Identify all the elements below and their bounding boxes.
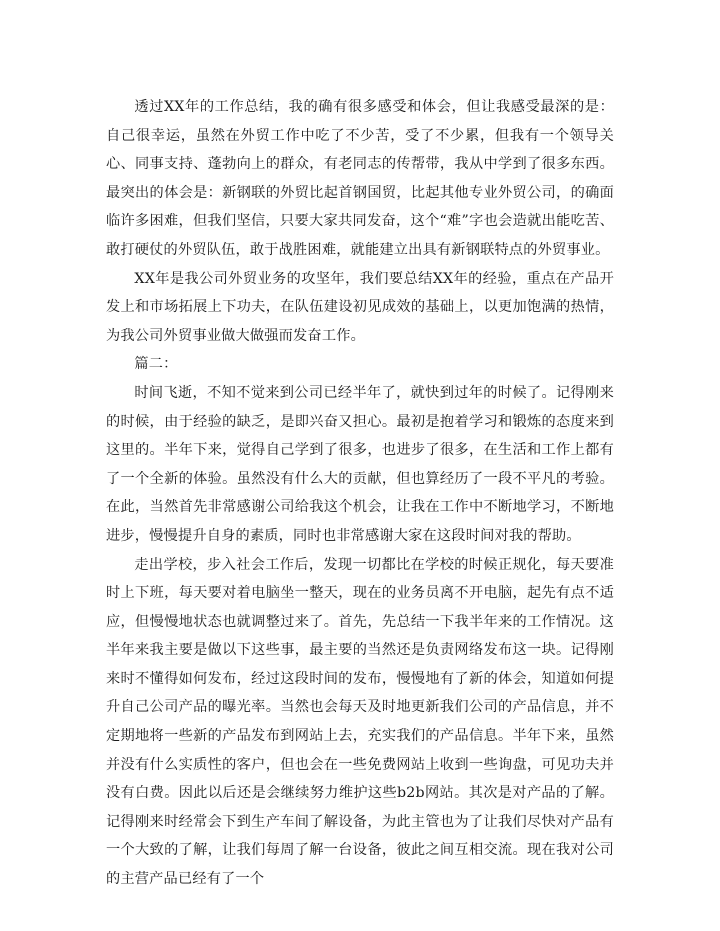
paragraph-1: 透过XX年的工作总结，我的确有很多感受和体会，但让我感受最深的是：自己很幸运，虽然在外贸工作中吃了不少苦，受了不少累，但我有一个领导关心、同事支持、蓬勃向上的群众，有老同志的传帮带，我从中学到了很多东西。最突出的体会是：新钢联的外贸比起首钢国贸，比起其他专业外贸公司，的确面临许多困难，但我们坚信，只要大家共同发奋，这个“难”字也会造就出能吃苦、敢打硬仗的外贸队伍，敢于战胜困难，就能建立出具有新钢联特点的外贸事业。 bbox=[106, 99, 614, 258]
paragraph-4: 走出学校，步入社会工作后，发现一切都比在学校的时候正规化，每天要准时上下班，每天要对着电脑坐一整天，现在的业务员离不开电脑，起先有点不适应，但慢慢地状态也就调整过来了。首先，先总结一下我半年来的工作情况。这半年来我主要是做以下这些事，最主要的当然还是负责网络发布这一块。记得刚来时不懂得如何发布，经过这段时间的发布，慢慢地有了新的体会，知道如何提升自己公司产品的曝光率。当然也会每天及时地更新我们公司的产品信息，并不定期地将一些新的产品发布到网站上去，充实我们的产品信息。半年下来，虽然并没有什么实质性的客户，但也会在一些免费网站上收到一些询盘，可见功夫并没有白费。因此以后还是会继续努力维护这些b2b网站。其次是对产品的了解。记得刚来时经常会下到生产车间了解设备，为此主管也为了让我们尽快对产品有一个大致的了解，让我们每周了解一台设备，彼此之间互相交流。现在我对公司的主营产品已经有了一个 bbox=[106, 556, 614, 888]
section-heading: 篇二： bbox=[134, 356, 178, 373]
paragraph-3: 时间飞逝，不知不觉来到公司已经半年了，就快到过年的时候了。记得刚来的时候，由于经验的缺乏，是即兴奋又担心。最初是抱着学习和锻炼的态度来到这里的。半年下来，觉得自己学到了很多，也进步了很多，在生活和工作上都有了一个全新的体验。虽然没有什么大的贡献，但也算经历了一段不平凡的考验。在此，当然首先非常感谢公司给我这个机会，让我在工作中不断地学习，不断地进步，慢慢提升自身的素质，同时也非常感谢大家在这段时间对我的帮助。 bbox=[106, 384, 614, 544]
document-page bbox=[106, 93, 614, 894]
paragraph-2: XX年是我公司外贸业务的攻坚年，我们要总结XX年的经验，重点在产品开发上和市场拓展上下功夫，在队伍建设初见成效的基础上，以更加饱满的热情，为我公司外贸事业做大做强而发奋工作。 bbox=[106, 270, 614, 344]
